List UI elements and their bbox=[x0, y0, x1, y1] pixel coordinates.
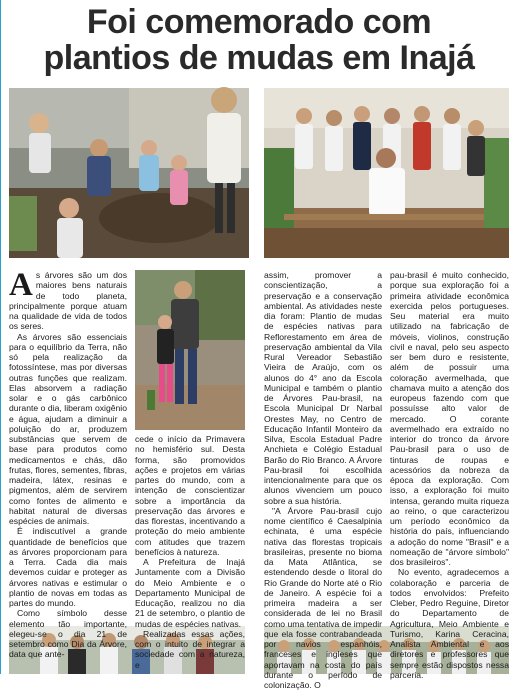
column-2-paragraph-1: cede o início da Primavera no hemisfério sul. Desta forma, são promovidos ações e projetos em várias partes do mundo, com a intenção de conscientizar sobre a importância da preservação das árvores e das florestas, incentivando a proteção do meio ambiente com atitudes que trazem benefícios à natureza. bbox=[135, 434, 245, 557]
column-2-paragraph-3: Realizadas essas ações, com o intuito de integrar a sociedade com a natureza, e bbox=[135, 628, 245, 670]
column-4-paragraph-1: pau-brasil é muito conhecido, porque sua exploração foi a primeira atividade econômica exercida pelos portugueses. Seu material era muito utilizado na fabricação de móveis, violinos, construção civil e naval, pelo seu aspecto ser bem duro e resistente, além de possuir uma coloração avermelhada, que chamava muito a atenção dos europeus fazendo com que possuísse alto valor de mercado. O corante avermelhado era extraído no interior do tronco da árvore Pau-brasil para o uso de tinturas de roupas e acessórios da nobreza da época da exploração. Com isso, a exploração foi muito intensa, gerando muita riqueza ao reino, o que caracterizou um período econômico da história do país, influenciando a adoção do nome "Brasil" e a nomeação de "árvore símbolo" dos brasileiros". bbox=[390, 270, 509, 567]
column-1-paragraph-2: As árvores são essenciais para o equilíbrio da Terra, não só pela realização da fotossíntese, mas por diversas outras funções que realizam. Elas absorvem a radiação solar e o gás carbônico durante o dia, liberam oxigênio e água, ajudam a diminuir a poluição do ar, produzem substâncias que servem de base para produtos como medicamentos e chás, dão frutas, flores, sementes, fibras, madeira, látex, resinas e pigmentos, além de servirem como fontes de alimento e habitat natural de diversas espécies de animais. bbox=[9, 331, 127, 526]
text-column-3 bbox=[264, 270, 382, 690]
text-column-1 bbox=[9, 267, 127, 660]
article-headline bbox=[9, 4, 509, 76]
man-and-girl-photo bbox=[135, 270, 245, 430]
column-4-paragraph-2: No evento, agradecemos a colaboração e parceria de todos envolvidos: Prefeito Cleber, Pedro Reguine, Diretor do Departamento de Agricultura, Meio Ambiente e Turismo, Karina Ceracina, Analista Ambiental e aos diretores e professores que sempre estão dispostos nessa parceria. bbox=[390, 567, 509, 680]
headline-line-1: Foi comemorado com bbox=[86, 3, 432, 41]
column-1-paragraph-4: Como símbolo desse elemento tão importante, elegeu-se o dia 21 de setembro como Dia da Árvore, data que ante- bbox=[9, 608, 127, 660]
column-3-paragraph-1: assim, promover a conscientização, a preservação e a conservação ambiental. As atividades neste dia foram: Plantio de mudas de espécies nativas para Reflorestamento em área de preservação ambiental da Vila Rural Vereador Sebastião Vieira de Araújo, com os alunos do 4° ano da Escola Municipal e também o plantio de Árvores Pau-brasil, na Escola Municipal Dr Narbal Orestes May, no Centro de Educação Infantil Monteiro da Silva, Escola Estadual Padre Anchieta e Colégio Estadual Barão do Rio Branco. A Árvore Pau-brasil foi escolhida intencionalmente para que os alunos vivenciem um pouco sobre a sua história. bbox=[264, 270, 382, 506]
column-2-paragraph-2: A Prefeitura de Inajá Juntamente com a Divisão do Meio Ambiente e o Departamento Municipal de Educação, realizou no dia 21 de setembro, o plantio de mudas de espécies nativas. bbox=[135, 557, 245, 629]
text-column-4 bbox=[390, 270, 509, 680]
students-group-photo bbox=[264, 88, 509, 258]
headline-line-2: plantios de mudas em Inajá bbox=[43, 39, 475, 77]
column-3-paragraph-2: "A Árvore Pau-brasil cujo nome científico é Caesalpinia echinata, é uma espécie nativa das florestas tropicais brasileiras, presente no bioma da Mata Atlântica, se estendendo desde o litoral do Rio Grande do Norte até o Rio de Janeiro. A espécie foi a primeira madeira a ser considerada de lei no Brasil como uma tentativa de impedir que ela fosse contrabandeada por navios espanhóis, franceses e ingleses que aportavam na costa do país durante o período de colonização. O bbox=[264, 505, 382, 690]
column-1-paragraph-1: As árvores são um dos maiores bens naturais de todo planeta, principalmente porque atuam na qualidade de vida de todos os seres. bbox=[9, 267, 127, 332]
text-column-2 bbox=[135, 434, 245, 670]
column-1-paragraph-3: É indiscutível a grande quantidade de benefícios que as árvores proporcionam para a Terra. Cada dia mais devemos cuidar e proteger as árvores nativas e estimular o plantio de novas em todas as partes do mundo. bbox=[9, 526, 127, 608]
drop-cap: A bbox=[9, 267, 33, 303]
children-planting-photo bbox=[9, 88, 249, 258]
